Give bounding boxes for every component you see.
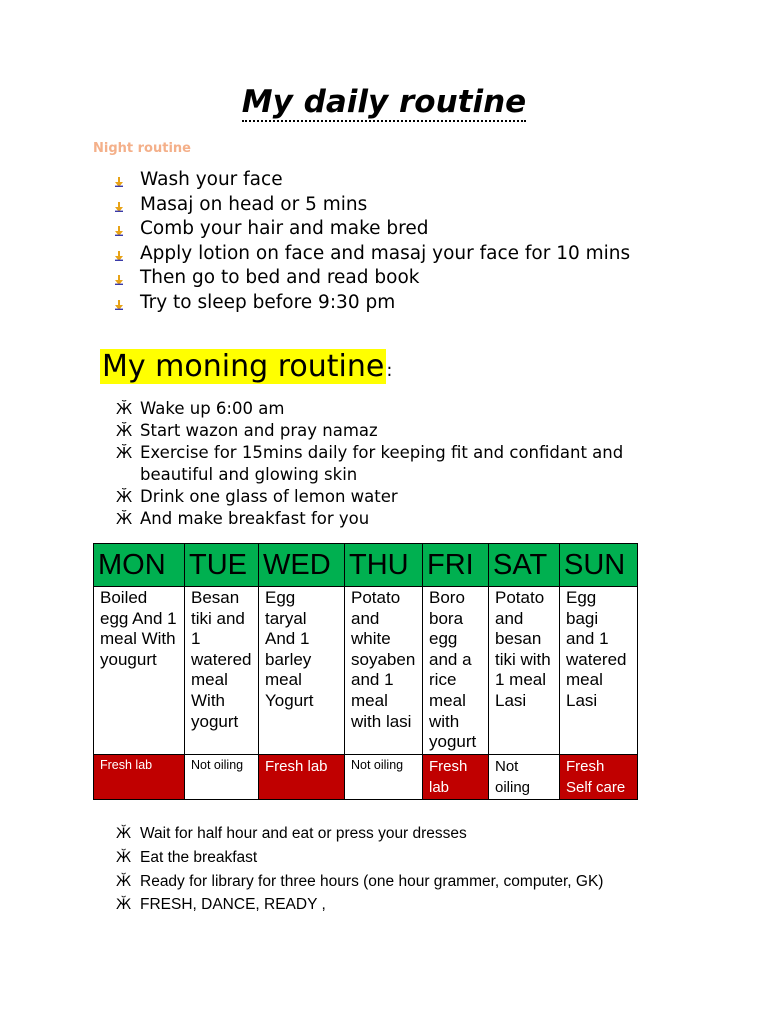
list-item: Ӂ Exercise for 15mins daily for keeping fit and confidant and beautiful and glowing skin bbox=[116, 443, 624, 484]
note-cell: Fresh Self care bbox=[560, 754, 638, 799]
table-header-row bbox=[94, 544, 638, 587]
meal-cell: Boiled egg And 1 meal With yougurt bbox=[94, 587, 185, 755]
note-cell: Not oiling bbox=[489, 754, 560, 799]
day-header: SAT bbox=[489, 544, 560, 587]
list-item: Ӂ FRESH, DANCE, READY , bbox=[116, 893, 696, 917]
star-bullet-icon: Ӂ bbox=[116, 422, 133, 440]
list-item: Try to sleep before 9:30 pm bbox=[112, 291, 674, 316]
morning-routine-list bbox=[116, 398, 676, 530]
list-item: Apply lotion on face and masaj your face for 10 mins bbox=[112, 242, 674, 267]
night-routine-list bbox=[112, 168, 674, 315]
note-cell: Fresh lab bbox=[259, 754, 345, 799]
list-item: Ӂ Ready for library for three hours (one hour grammer, computer, GK) bbox=[116, 870, 696, 894]
list-item: Then go to bed and read book bbox=[112, 266, 674, 291]
arrow-bullet-icon bbox=[114, 226, 124, 236]
day-header: MON bbox=[94, 544, 185, 587]
list-item: Masaj on head or 5 mins bbox=[112, 193, 674, 218]
note-cell: Not oiling bbox=[185, 754, 259, 799]
list-item: Ӂ Eat the breakfast bbox=[116, 846, 696, 870]
star-bullet-icon: Ӂ bbox=[116, 897, 132, 914]
day-header: FRI bbox=[423, 544, 489, 587]
meal-cell: Egg bagi and 1 watered meal Lasi bbox=[560, 587, 638, 755]
meal-cell: Egg taryal And 1 barley meal Yogurt bbox=[259, 587, 345, 755]
star-bullet-icon: Ӂ bbox=[116, 400, 133, 418]
page-title: My daily routine bbox=[241, 84, 527, 120]
note-cell: Fresh lab bbox=[94, 754, 185, 799]
star-bullet-icon: Ӂ bbox=[116, 444, 133, 462]
arrow-bullet-icon bbox=[114, 202, 124, 212]
list-item: Comb your hair and make bred bbox=[112, 217, 674, 242]
meal-cell: Potato and white soyaben and 1 meal with lasi bbox=[345, 587, 423, 755]
table-row bbox=[94, 754, 638, 799]
meal-cell: Boro bora egg and a rice meal with yogurt bbox=[423, 587, 489, 755]
arrow-bullet-icon bbox=[114, 275, 124, 285]
day-header: THU bbox=[345, 544, 423, 587]
list-item: Ӂ Wake up 6:00 am bbox=[116, 399, 285, 418]
after-breakfast-list bbox=[116, 822, 696, 917]
table-row bbox=[94, 587, 638, 755]
day-header: TUE bbox=[185, 544, 259, 587]
note-cell: Not oiling bbox=[345, 754, 423, 799]
star-bullet-icon: Ӂ bbox=[116, 849, 132, 866]
morning-routine-heading: My moning routine : bbox=[102, 349, 393, 384]
night-routine-heading: Night routine bbox=[93, 141, 191, 156]
list-item: Ӂ Start wazon and pray namaz bbox=[116, 421, 378, 440]
arrow-bullet-icon bbox=[114, 251, 124, 261]
star-bullet-icon: Ӂ bbox=[116, 873, 132, 890]
meal-cell: Potato and besan tiki with 1 meal Lasi bbox=[489, 587, 560, 755]
meal-cell: Besan tiki and 1 watered meal With yogurt bbox=[185, 587, 259, 755]
list-item: Wash your face bbox=[112, 168, 674, 193]
weekly-meal-table bbox=[93, 543, 638, 800]
star-bullet-icon: Ӂ bbox=[116, 488, 133, 506]
star-bullet-icon: Ӂ bbox=[116, 826, 132, 842]
note-cell: Fresh lab bbox=[423, 754, 489, 799]
arrow-bullet-icon bbox=[114, 300, 124, 310]
day-header: WED bbox=[259, 544, 345, 587]
arrow-bullet-icon bbox=[114, 177, 124, 187]
day-header: SUN bbox=[560, 544, 638, 587]
list-item: Ӂ Wait for half hour and eat or press your dresses bbox=[116, 822, 696, 846]
star-bullet-icon: Ӂ bbox=[116, 510, 133, 528]
list-item: Ӂ And make breakfast for you bbox=[116, 509, 370, 528]
list-item: Ӂ Drink one glass of lemon water bbox=[116, 487, 398, 506]
